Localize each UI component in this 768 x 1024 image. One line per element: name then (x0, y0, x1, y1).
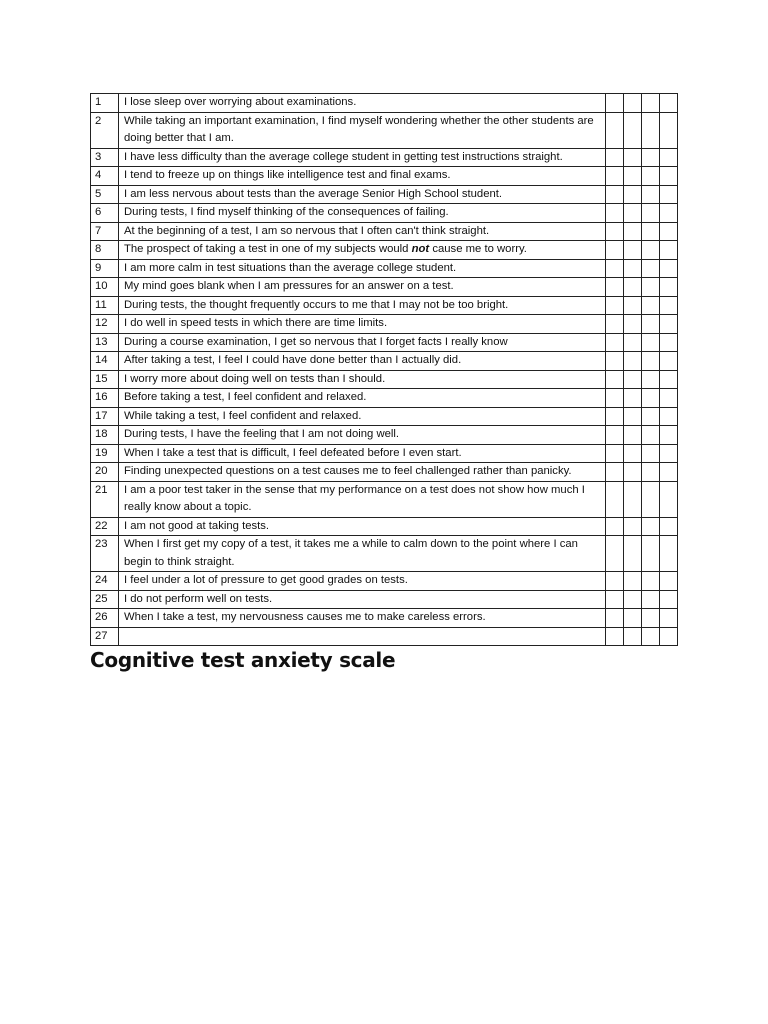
response-cell[interactable] (642, 204, 660, 223)
response-cell[interactable] (606, 444, 624, 463)
response-cell[interactable] (606, 278, 624, 297)
item-statement-part: The prospect of taking a test in one of my subjects would (124, 243, 412, 255)
response-cell[interactable] (624, 296, 642, 315)
item-number: 15 (91, 370, 119, 389)
response-cell[interactable] (660, 572, 678, 591)
response-cell[interactable] (624, 517, 642, 536)
response-cell[interactable] (660, 112, 678, 148)
response-cell[interactable] (660, 278, 678, 297)
response-cell[interactable] (606, 167, 624, 186)
response-cell[interactable] (642, 590, 660, 609)
response-cell[interactable] (606, 481, 624, 517)
response-cell[interactable] (624, 481, 642, 517)
item-number: 4 (91, 167, 119, 186)
response-cell[interactable] (642, 259, 660, 278)
table-row (91, 444, 678, 463)
table-row (91, 241, 678, 260)
table-row (91, 315, 678, 334)
item-number: 17 (91, 407, 119, 426)
response-cell[interactable] (606, 259, 624, 278)
table-row (91, 278, 678, 297)
response-cell[interactable] (606, 463, 624, 482)
item-number: 11 (91, 296, 119, 315)
response-cell[interactable] (642, 426, 660, 445)
item-statement-emphasis: not (411, 243, 430, 255)
item-statement (119, 627, 606, 646)
table-row (91, 609, 678, 628)
response-cell[interactable] (660, 389, 678, 408)
item-number: 12 (91, 315, 119, 334)
item-number: 23 (91, 536, 119, 572)
response-cell[interactable] (660, 407, 678, 426)
table-row (91, 352, 678, 371)
response-cell[interactable] (660, 536, 678, 572)
response-cell[interactable] (624, 278, 642, 297)
item-statement: I tend to freeze up on things like intelligence test and final exams. (119, 167, 606, 186)
item-statement: My mind goes blank when I am pressures for an answer on a test. (119, 278, 606, 297)
table-row (91, 204, 678, 223)
response-cell[interactable] (624, 426, 642, 445)
item-statement: I do well in speed tests in which there are time limits. (119, 315, 606, 334)
anxiety-scale-table (90, 93, 678, 646)
response-cell[interactable] (624, 389, 642, 408)
response-cell[interactable] (624, 315, 642, 334)
table-row (91, 222, 678, 241)
response-cell[interactable] (642, 609, 660, 628)
response-cell[interactable] (606, 609, 624, 628)
response-cell[interactable] (642, 94, 660, 113)
response-cell[interactable] (642, 370, 660, 389)
response-cell[interactable] (642, 627, 660, 646)
response-cell[interactable] (606, 204, 624, 223)
item-number: 10 (91, 278, 119, 297)
response-cell[interactable] (606, 389, 624, 408)
response-cell[interactable] (624, 463, 642, 482)
response-cell[interactable] (642, 185, 660, 204)
response-cell[interactable] (660, 296, 678, 315)
response-cell[interactable] (606, 370, 624, 389)
item-number: 26 (91, 609, 119, 628)
response-cell[interactable] (642, 389, 660, 408)
table-row (91, 370, 678, 389)
response-cell[interactable] (660, 333, 678, 352)
response-cell[interactable] (624, 167, 642, 186)
item-number: 14 (91, 352, 119, 371)
response-cell[interactable] (606, 517, 624, 536)
response-cell[interactable] (660, 352, 678, 371)
item-statement: At the beginning of a test, I am so nervous that I often can't think straight. (119, 222, 606, 241)
response-cell[interactable] (606, 94, 624, 113)
item-statement: During tests, I find myself thinking of the consequences of failing. (119, 204, 606, 223)
item-number: 18 (91, 426, 119, 445)
response-cell[interactable] (660, 222, 678, 241)
table-row (91, 517, 678, 536)
table-row (91, 463, 678, 482)
response-cell[interactable] (642, 241, 660, 260)
response-cell[interactable] (660, 370, 678, 389)
item-statement: I have less difficulty than the average college student in getting test instructions straight. (119, 148, 606, 167)
response-cell[interactable] (624, 259, 642, 278)
response-cell[interactable] (606, 241, 624, 260)
item-statement: While taking an important examination, I find myself wondering whether the other students are doing better that I am. (119, 112, 606, 148)
item-number: 25 (91, 590, 119, 609)
table-row (91, 590, 678, 609)
table-row (91, 481, 678, 517)
response-cell[interactable] (660, 94, 678, 113)
response-cell[interactable] (606, 627, 624, 646)
response-cell[interactable] (660, 241, 678, 260)
item-statement: During a course examination, I get so nervous that I forget facts I really know (119, 333, 606, 352)
item-number: 2 (91, 112, 119, 148)
response-cell[interactable] (624, 536, 642, 572)
response-cell[interactable] (624, 204, 642, 223)
table-row (91, 426, 678, 445)
response-cell[interactable] (624, 185, 642, 204)
response-cell[interactable] (624, 609, 642, 628)
item-statement (119, 241, 606, 260)
response-cell[interactable] (606, 590, 624, 609)
response-cell[interactable] (660, 609, 678, 628)
response-cell[interactable] (624, 370, 642, 389)
item-number: 1 (91, 94, 119, 113)
response-cell[interactable] (624, 241, 642, 260)
response-cell[interactable] (606, 572, 624, 591)
item-number: 24 (91, 572, 119, 591)
response-cell[interactable] (642, 463, 660, 482)
item-statement: I am a poor test taker in the sense that my performance on a test does not show how much I really know about a topic. (119, 481, 606, 517)
item-number: 19 (91, 444, 119, 463)
item-statement: When I take a test, my nervousness causes me to make careless errors. (119, 609, 606, 628)
response-cell[interactable] (642, 278, 660, 297)
response-cell[interactable] (624, 627, 642, 646)
item-number: 27 (91, 627, 119, 646)
response-cell[interactable] (606, 148, 624, 167)
item-statement: I do not perform well on tests. (119, 590, 606, 609)
response-cell[interactable] (606, 426, 624, 445)
response-cell[interactable] (624, 222, 642, 241)
response-cell[interactable] (606, 222, 624, 241)
response-cell[interactable] (642, 352, 660, 371)
item-statement: When I first get my copy of a test, it takes me a while to calm down to the point where I can begin to think straight. (119, 536, 606, 572)
response-cell[interactable] (642, 407, 660, 426)
response-cell[interactable] (660, 463, 678, 482)
response-cell[interactable] (606, 315, 624, 334)
response-cell[interactable] (624, 148, 642, 167)
response-cell[interactable] (642, 536, 660, 572)
item-statement: Finding unexpected questions on a test causes me to feel challenged rather than panicky. (119, 463, 606, 482)
table-row (91, 112, 678, 148)
page-title: Cognitive test anxiety scale (90, 648, 396, 672)
table-row (91, 185, 678, 204)
table-row (91, 536, 678, 572)
response-cell[interactable] (660, 148, 678, 167)
response-cell[interactable] (642, 315, 660, 334)
response-cell[interactable] (642, 572, 660, 591)
response-cell[interactable] (606, 112, 624, 148)
item-number: 13 (91, 333, 119, 352)
item-statement: I feel under a lot of pressure to get good grades on tests. (119, 572, 606, 591)
response-cell[interactable] (624, 352, 642, 371)
response-cell[interactable] (642, 148, 660, 167)
table-row (91, 389, 678, 408)
table-row (91, 148, 678, 167)
response-cell[interactable] (624, 112, 642, 148)
table-row (91, 627, 678, 646)
response-cell[interactable] (642, 333, 660, 352)
item-statement: I am more calm in test situations than the average college student. (119, 259, 606, 278)
response-cell[interactable] (606, 407, 624, 426)
item-number: 21 (91, 481, 119, 517)
response-cell[interactable] (624, 407, 642, 426)
response-cell[interactable] (606, 296, 624, 315)
response-cell[interactable] (660, 204, 678, 223)
item-number: 7 (91, 222, 119, 241)
response-cell[interactable] (606, 352, 624, 371)
response-cell[interactable] (660, 426, 678, 445)
response-cell[interactable] (642, 167, 660, 186)
item-statement: During tests, I have the feeling that I am not doing well. (119, 426, 606, 445)
response-cell[interactable] (660, 315, 678, 334)
response-cell[interactable] (624, 444, 642, 463)
response-cell[interactable] (624, 572, 642, 591)
response-cell[interactable] (606, 536, 624, 572)
item-number: 3 (91, 148, 119, 167)
response-cell[interactable] (660, 627, 678, 646)
response-cell[interactable] (660, 517, 678, 536)
item-number: 20 (91, 463, 119, 482)
item-number: 22 (91, 517, 119, 536)
item-statement: I am less nervous about tests than the average Senior High School student. (119, 185, 606, 204)
response-cell[interactable] (606, 185, 624, 204)
response-cell[interactable] (660, 185, 678, 204)
item-statement: Before taking a test, I feel confident and relaxed. (119, 389, 606, 408)
item-statement: I lose sleep over worrying about examinations. (119, 94, 606, 113)
response-cell[interactable] (624, 333, 642, 352)
response-cell[interactable] (660, 444, 678, 463)
item-number: 16 (91, 389, 119, 408)
response-cell[interactable] (624, 590, 642, 609)
item-number: 8 (91, 241, 119, 260)
item-statement: I am not good at taking tests. (119, 517, 606, 536)
table-row (91, 333, 678, 352)
item-statement: After taking a test, I feel I could have done better than I actually did. (119, 352, 606, 371)
table-row (91, 259, 678, 278)
response-cell[interactable] (642, 444, 660, 463)
response-cell[interactable] (642, 222, 660, 241)
item-number: 9 (91, 259, 119, 278)
item-statement: I worry more about doing well on tests than I should. (119, 370, 606, 389)
item-statement: During tests, the thought frequently occurs to me that I may not be too bright. (119, 296, 606, 315)
response-cell[interactable] (642, 112, 660, 148)
table-row (91, 296, 678, 315)
response-cell[interactable] (606, 333, 624, 352)
response-cell[interactable] (660, 259, 678, 278)
item-number: 5 (91, 185, 119, 204)
response-cell[interactable] (624, 94, 642, 113)
response-cell[interactable] (660, 167, 678, 186)
item-statement-part: cause me to worry. (429, 243, 527, 255)
response-cell[interactable] (660, 481, 678, 517)
response-cell[interactable] (642, 296, 660, 315)
response-cell[interactable] (642, 517, 660, 536)
item-statement: When I take a test that is difficult, I feel defeated before I even start. (119, 444, 606, 463)
table-row (91, 572, 678, 591)
response-cell[interactable] (660, 590, 678, 609)
item-number: 6 (91, 204, 119, 223)
item-statement: While taking a test, I feel confident and relaxed. (119, 407, 606, 426)
table-row (91, 407, 678, 426)
table-row (91, 94, 678, 113)
table-row (91, 167, 678, 186)
response-cell[interactable] (642, 481, 660, 517)
